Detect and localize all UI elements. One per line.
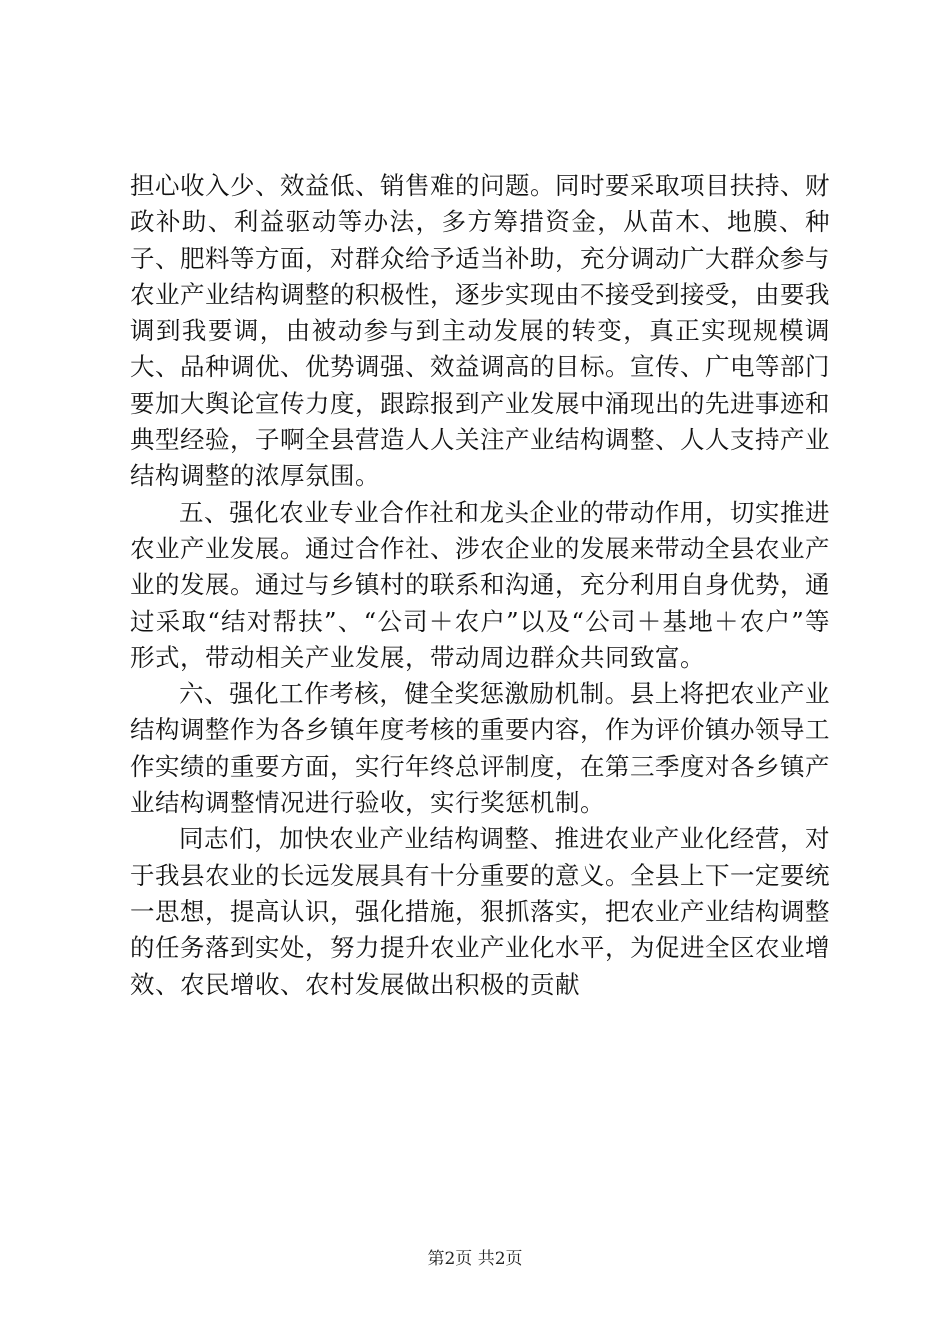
page-number: 第2页 共2页 — [427, 1249, 523, 1269]
paragraph-continuation: 担心收入少、效益低、销售难的问题。同时要采取项目扶持、财政补助、利益驱动等办法，多方筹措资金，从苗木、地膜、种子、肥料等方面，对群众给予适当补助，充分调动广大群众参与农业产业结构调整的积极性，逐步实现由不接受到接受，由要我调到我要调，由被动参与到主动发展的转变，真正实现规模调大、品种调优、优势调强、效益调高的目标。宣传、广电等部门要加大舆论宣传力度，跟踪报到产业发展中涌现出的先进事迹和典型经验，子啊全县营造人人关注产业结构调整、人人支持产业结构调整的浓厚氛围。 — [130, 171, 830, 491]
paragraph-closing: 同志们，加快农业产业结构调整、推进农业产业化经营，对于我县农业的长远发展具有十分重要的意义。全县上下一定要统一思想，提高认识，强化措施，狠抓落实，把农业产业结构调整的任务落到实处，努力提升农业产业化水平，为促进全区农业增效、农民增收、农村发展做出积极的贡献 — [130, 824, 830, 999]
page-footer — [0, 1244, 950, 1269]
paragraph-section-six: 六、强化工作考核，健全奖惩激励机制。县上将把农业产业结构调整作为各乡镇年度考核的重要内容，作为评价镇办领导工作实绩的重要方面，实行年终总评制度，在第三季度对各乡镇产业结构调整情况进行验收，实行奖惩机制。 — [130, 679, 830, 818]
paragraph-section-five: 五、强化农业专业合作社和龙头企业的带动作用，切实推进农业产业发展。通过合作社、涉农企业的发展来带动全县农业产业的发展。通过与乡镇村的联系和沟通，充分利用自身优势，通过采取“结对帮扶”、“公司＋农户”以及“公司＋基地＋农户”等形式，带动相关产业发展，带动周边群众共同致富。 — [130, 497, 830, 672]
document-body — [130, 168, 830, 1003]
